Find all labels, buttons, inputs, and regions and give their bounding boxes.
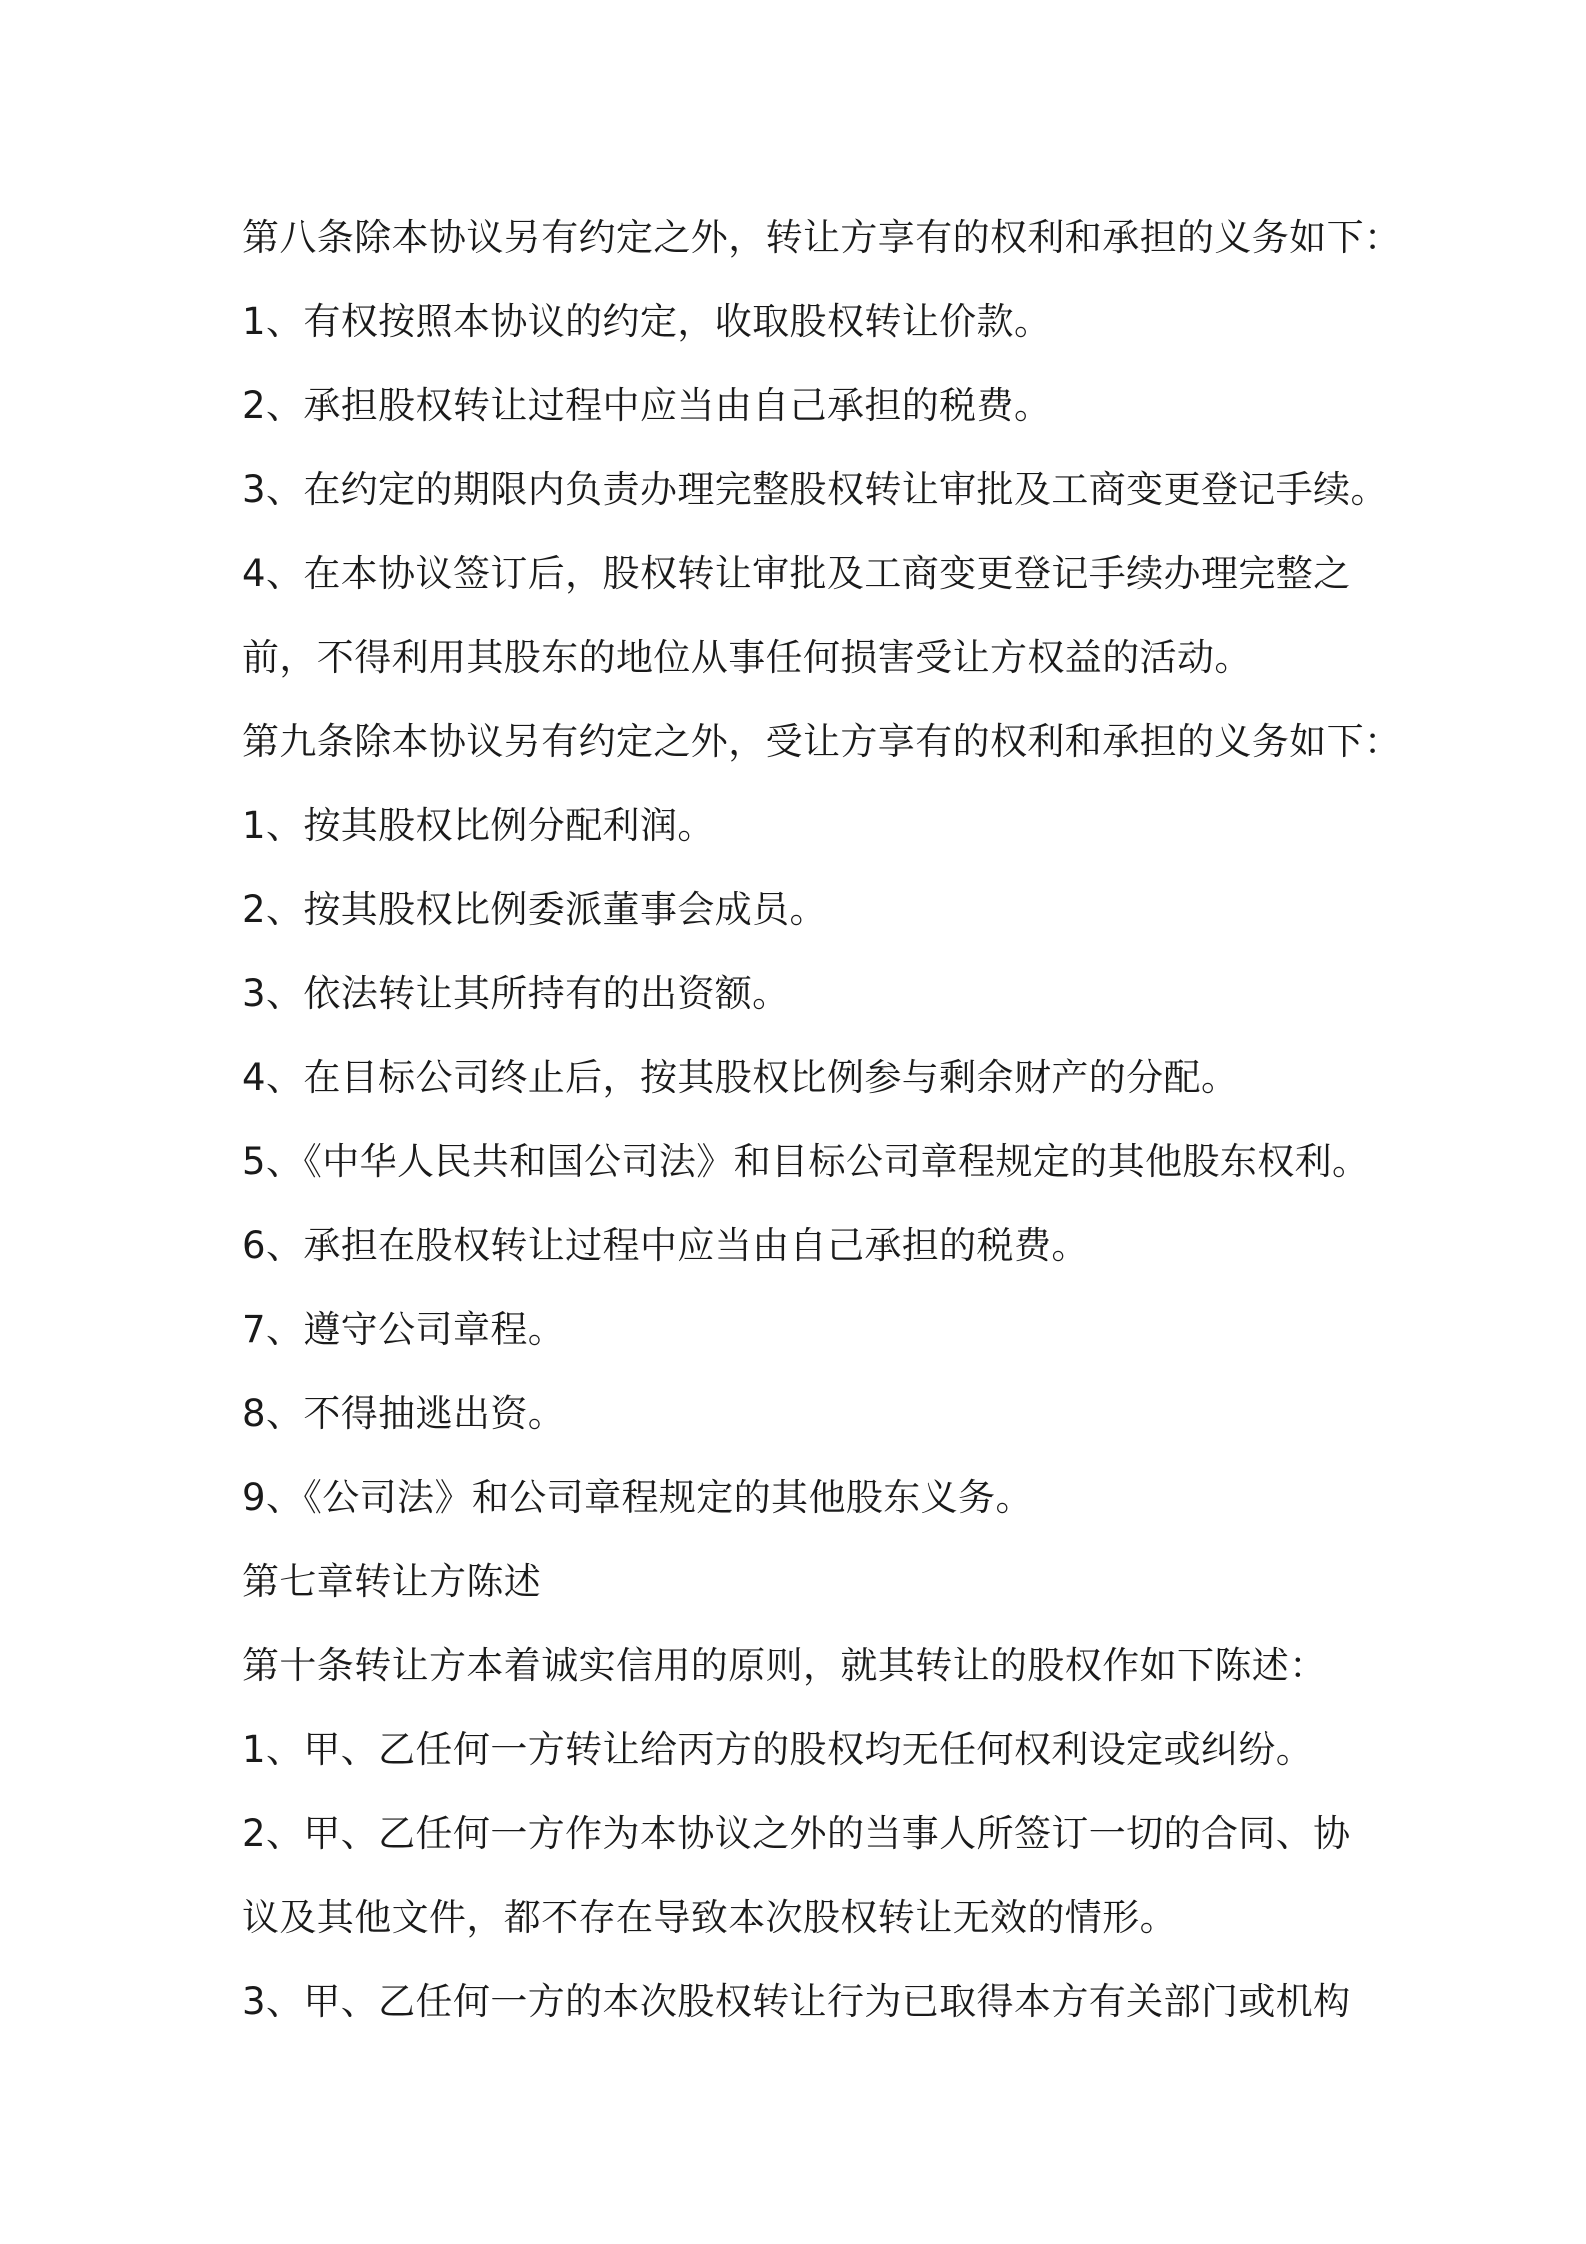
article-8-item-1: 1、有权按照本协议的约定，收取股权转让价款。 (242, 300, 1052, 343)
chapter-7-heading: 第七章转让方陈述 (242, 1560, 542, 1603)
article-9-item-8: 8、不得抽逃出资。 (242, 1392, 566, 1435)
article-10-heading: 第十条转让方本着诚实信用的原则，就其转让的股权作如下陈述： (242, 1644, 1327, 1687)
article-9-item-3: 3、依法转让其所持有的出资额。 (242, 972, 790, 1015)
article-9-item-9: 9、《公司法》和公司章程规定的其他股东义务。 (242, 1476, 1033, 1519)
article-9-item-5: 5、《中华人民共和国公司法》和目标公司章程规定的其他股东权利。 (242, 1140, 1370, 1183)
article-9-item-2: 2、按其股权比例委派董事会成员。 (242, 888, 827, 931)
article-9-item-6: 6、承担在股权转让过程中应当由自己承担的税费。 (242, 1224, 1089, 1267)
article-10-item-2-continued: 议及其他文件，都不存在导致本次股权转让无效的情形。 (242, 1896, 1177, 1939)
article-10-item-2: 2、甲、乙任何一方作为本协议之外的当事人所签订一切的合同、协 (242, 1812, 1351, 1855)
article-10-item-1: 1、甲、乙任何一方转让给丙方的股权均无任何权利设定或纠纷。 (242, 1728, 1314, 1771)
document-body (242, 196, 1402, 2044)
article-8-item-2: 2、承担股权转让过程中应当由自己承担的税费。 (242, 384, 1052, 427)
article-9-item-7: 7、遵守公司章程。 (242, 1308, 566, 1351)
article-8-item-4-continued: 前，不得利用其股东的地位从事任何损害受让方权益的活动。 (242, 636, 1252, 679)
article-8-item-4: 4、在本协议签订后，股权转让审批及工商变更登记手续办理完整之 (242, 552, 1351, 595)
article-9-item-1: 1、按其股权比例分配利润。 (242, 804, 715, 847)
article-9-heading: 第九条除本协议另有约定之外，受让方享有的权利和承担的义务如下： (242, 720, 1402, 763)
article-10-item-3: 3、甲、乙任何一方的本次股权转让行为已取得本方有关部门或机构 (242, 1980, 1351, 2023)
article-8-heading: 第八条除本协议另有约定之外，转让方享有的权利和承担的义务如下： (242, 216, 1402, 259)
article-8-item-3: 3、在约定的期限内负责办理完整股权转让审批及工商变更登记手续。 (242, 468, 1388, 511)
article-9-item-4: 4、在目标公司终止后，按其股权比例参与剩余财产的分配。 (242, 1056, 1239, 1099)
